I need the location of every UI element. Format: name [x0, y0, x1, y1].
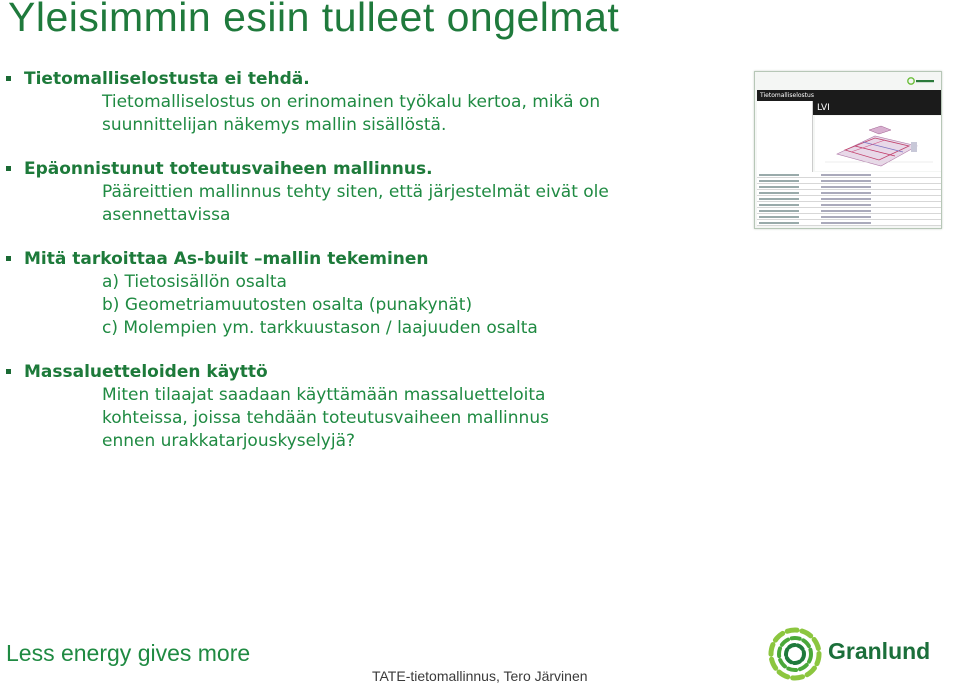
square-bullet-icon	[6, 369, 11, 374]
bullet-line: kohteissa, joissa tehdään toteutusvaiheen mallinnus	[102, 408, 549, 428]
slide-title: Yleisimmin esiin tulleet ongelmat	[8, 0, 620, 40]
granlund-logo-icon	[766, 624, 824, 684]
square-bullet-icon	[6, 76, 11, 81]
bullet-line: c) Molempien ym. tarkkuustason / laajuuden osalta	[102, 318, 538, 338]
bullet-item	[6, 248, 941, 340]
footer-tagline: Less energy gives more	[6, 640, 251, 666]
bullet-line: ennen urakkatarjouskyselyjä?	[102, 431, 356, 451]
building-model-image	[815, 116, 941, 171]
document-thumbnail	[754, 71, 942, 229]
bullet-line: b) Geometriamuutosten osalta (punakynät)	[102, 295, 473, 315]
brand-logo	[766, 624, 956, 684]
footer-credit: TATE-tietomallinnus, Tero Järvinen	[372, 668, 588, 684]
bullet-item	[6, 68, 746, 137]
document-subheader: LVI	[813, 101, 941, 115]
square-bullet-icon	[6, 166, 11, 171]
square-bullet-icon	[6, 256, 11, 261]
bullet-heading: Massaluetteloiden käyttö	[24, 362, 268, 382]
bullet-item	[6, 361, 941, 453]
bullet-line: Pääreittien mallinnus tehty siten, että järjestelmät eivät ole	[102, 182, 609, 202]
bullet-list	[6, 68, 746, 474]
bullet-line: suunnittelijan näkemys mallin sisällöstä.	[102, 115, 447, 135]
document-header: Tietomalliselostus	[757, 90, 941, 101]
brand-name: Granlund	[828, 638, 931, 664]
bullet-heading: Mitä tarkoittaa As-built –mallin tekeminen	[24, 249, 429, 269]
bullet-item	[6, 158, 746, 227]
bullet-line: asennettavissa	[102, 205, 231, 225]
bullet-heading: Tietomalliselostusta ei tehdä.	[24, 69, 310, 89]
bullet-line: a) Tietosisällön osalta	[102, 272, 287, 292]
bullet-heading: Epäonnistunut toteutusvaiheen mallinnus.	[24, 159, 433, 179]
granlund-small-logo-icon	[907, 77, 935, 85]
bullet-line: Miten tilaajat saadaan käyttämään massaluetteloita	[102, 385, 546, 405]
document-table	[757, 172, 941, 226]
bullet-line: Tietomalliselostus on erinomainen työkalu kertoa, mikä on	[102, 92, 601, 112]
